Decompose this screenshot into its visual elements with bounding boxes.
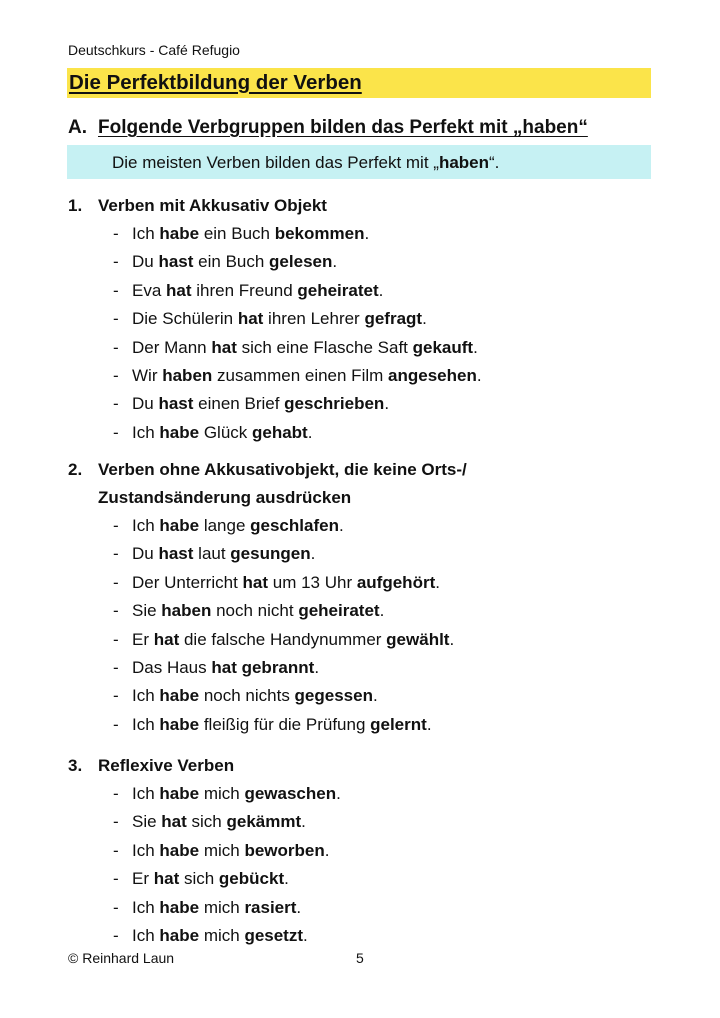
page-number: 5 bbox=[356, 950, 364, 966]
sentence-segment: Ich bbox=[132, 686, 160, 706]
sentence-segment: zusammen einen Film bbox=[212, 365, 389, 385]
verb-form: hast bbox=[158, 394, 194, 414]
sentence-segment: . bbox=[476, 365, 482, 385]
sentence-segment: Ich bbox=[132, 422, 160, 442]
dash-bullet: - bbox=[113, 897, 119, 917]
sentence-segment: . bbox=[296, 897, 302, 917]
sentence-segment: einen Brief bbox=[193, 394, 285, 414]
verb-form: bekommen bbox=[274, 224, 365, 243]
verb-form: gefragt bbox=[364, 309, 423, 329]
sentence-segment: mich bbox=[199, 897, 245, 917]
sentence-segment: . bbox=[378, 280, 384, 300]
verb-form: habe bbox=[159, 516, 200, 535]
sentence-segment: . bbox=[473, 337, 478, 357]
verb-form: haben bbox=[162, 365, 213, 385]
dash-bullet: - bbox=[113, 840, 119, 860]
sentence-segment: Ich bbox=[132, 925, 160, 945]
verb-form: habe bbox=[159, 224, 200, 243]
dash-bullet: - bbox=[113, 394, 119, 414]
sentence-segment: sich bbox=[186, 812, 227, 832]
dash-bullet: - bbox=[113, 280, 119, 300]
verb-form: habe bbox=[159, 897, 200, 917]
sentence-segment: . bbox=[301, 812, 306, 832]
sentence-segment: Du bbox=[132, 394, 159, 414]
section-a-marker: A. bbox=[68, 117, 87, 138]
verb-form: geschrieben bbox=[284, 394, 385, 414]
sentence-segment: Sie bbox=[132, 812, 162, 832]
sentence-segment: ein Buch bbox=[193, 252, 270, 272]
dash-bullet: - bbox=[113, 784, 119, 803]
info-bold-word: haben bbox=[438, 153, 489, 172]
sentence-segment: . bbox=[284, 869, 289, 889]
verb-form: hat bbox=[237, 309, 264, 329]
dash-bullet: - bbox=[113, 224, 119, 243]
group-heading-text: Verben mit Akkusativ Objekt bbox=[98, 196, 327, 215]
dash-bullet: - bbox=[113, 869, 119, 889]
verb-form: gewählt bbox=[386, 629, 450, 649]
sentence-segment: mich bbox=[199, 840, 245, 860]
sentence-segment: Sie bbox=[132, 601, 162, 621]
verb-form: hat bbox=[211, 337, 237, 357]
sentence-segment: . bbox=[449, 629, 455, 649]
dash-bullet: - bbox=[113, 544, 119, 564]
sentence-text bbox=[132, 334, 478, 362]
dash-bullet: - bbox=[113, 422, 119, 442]
sentence-text bbox=[132, 837, 329, 865]
sentence-text bbox=[132, 597, 384, 625]
sentence-segment: fleißig für die Prüfung bbox=[199, 714, 371, 734]
sentence-segment: . bbox=[379, 601, 385, 621]
sentence-text bbox=[132, 922, 308, 950]
info-text-segment: “. bbox=[489, 153, 500, 172]
sentence-segment: sich eine Flasche Saft bbox=[236, 337, 413, 357]
page-title: Die Perfektbildung der Verben bbox=[69, 71, 362, 94]
sentence-text bbox=[132, 808, 306, 836]
verb-form: haben bbox=[161, 601, 212, 621]
footer-copyright: © Reinhard Laun bbox=[68, 950, 175, 966]
verb-form: habe bbox=[159, 422, 200, 442]
verb-form: gesetzt bbox=[244, 925, 304, 945]
verb-form: hat bbox=[153, 629, 180, 649]
sentence-segment: . bbox=[372, 686, 378, 706]
verb-form: beworben bbox=[244, 840, 325, 860]
sentence-segment: Du bbox=[132, 252, 159, 272]
verb-form: gewaschen bbox=[244, 784, 337, 803]
verb-form: hat bbox=[161, 812, 187, 832]
verb-form: habe bbox=[159, 714, 200, 734]
sentence-segment: lange bbox=[199, 516, 251, 535]
sentence-text bbox=[132, 305, 427, 333]
verb-form: gelesen bbox=[269, 252, 333, 272]
sentence-text bbox=[132, 865, 289, 893]
verb-form: gehabt bbox=[252, 422, 308, 442]
verb-form: rasiert bbox=[244, 897, 297, 917]
verb-form: gegessen bbox=[294, 686, 373, 706]
sentence-segment: Der Unterricht bbox=[132, 572, 243, 592]
sentence-text bbox=[132, 277, 383, 305]
sentence-segment: . bbox=[338, 516, 344, 535]
sentence-segment: Ich bbox=[132, 516, 160, 535]
title-highlight bbox=[67, 68, 651, 98]
dash-bullet: - bbox=[113, 516, 119, 535]
verb-form: habe bbox=[159, 840, 200, 860]
verb-form: habe bbox=[159, 686, 200, 706]
group-number: 3. bbox=[68, 756, 83, 775]
verb-form: hat bbox=[153, 869, 180, 889]
sentence-text bbox=[132, 711, 432, 739]
sentence-segment: Glück bbox=[199, 422, 252, 442]
info-highlight bbox=[67, 145, 651, 179]
verb-form: aufgehört bbox=[356, 572, 436, 592]
sentence-segment: . bbox=[307, 422, 313, 442]
group-number: 2. bbox=[68, 460, 83, 479]
dash-bullet: - bbox=[113, 365, 119, 385]
dash-bullet: - bbox=[113, 337, 119, 357]
sentence-segment: Er bbox=[132, 869, 154, 889]
group-heading-text: Verben ohne Akkusativobjekt, die keine Orts-/ bbox=[98, 460, 467, 479]
info-text-segment: Die meisten Verben bilden das Perfekt mit „ bbox=[112, 153, 439, 172]
sentence-text bbox=[132, 780, 341, 808]
group-number: 1. bbox=[68, 196, 83, 215]
sentence-text bbox=[132, 390, 389, 418]
sentence-segment: Ich bbox=[132, 840, 160, 860]
sentence-text bbox=[132, 248, 337, 276]
verb-form: hast bbox=[158, 544, 194, 564]
sentence-segment: . bbox=[336, 784, 341, 803]
verb-form: geschlafen bbox=[250, 516, 339, 535]
dash-bullet: - bbox=[113, 812, 119, 832]
sentence-segment: . bbox=[314, 657, 320, 677]
sentence-segment: mich bbox=[199, 784, 245, 803]
sentence-segment: Er bbox=[132, 629, 154, 649]
dash-bullet: - bbox=[113, 925, 119, 945]
sentence-text bbox=[132, 512, 344, 540]
sentence-segment: . bbox=[422, 309, 427, 329]
dash-bullet: - bbox=[113, 252, 119, 272]
dash-bullet: - bbox=[113, 629, 119, 649]
dash-bullet: - bbox=[113, 309, 119, 329]
sentence-segment: . bbox=[324, 840, 330, 860]
sentence-segment: um 13 Uhr bbox=[268, 572, 357, 592]
sentence-segment: ihren Lehrer bbox=[263, 309, 365, 329]
verb-form: gekauft bbox=[412, 337, 474, 357]
dash-bullet: - bbox=[113, 601, 119, 621]
verb-form: habe bbox=[159, 784, 200, 803]
verb-form: hat bbox=[166, 280, 192, 300]
sentence-segment: . bbox=[364, 224, 370, 243]
sentence-text bbox=[132, 419, 312, 447]
sentence-segment: sich bbox=[179, 869, 219, 889]
sentence-text bbox=[132, 362, 482, 390]
sentence-segment: Das Haus bbox=[132, 657, 212, 677]
sentence-segment: . bbox=[303, 925, 308, 945]
sentence-segment: . bbox=[332, 252, 338, 272]
dash-bullet: - bbox=[113, 714, 119, 734]
sentence-segment: laut bbox=[193, 544, 231, 564]
sentence-segment: . bbox=[435, 572, 440, 592]
sentence-text bbox=[132, 220, 369, 248]
group-heading-text: Reflexive Verben bbox=[98, 756, 235, 775]
verb-form: gekämmt bbox=[226, 812, 302, 832]
section-a-heading bbox=[68, 117, 588, 139]
sentence-text bbox=[132, 569, 440, 597]
sentence-segment: Eva bbox=[132, 280, 167, 300]
sentence-segment: die falsche Handynummer bbox=[179, 629, 387, 649]
sentence-segment: Die Schülerin bbox=[132, 309, 238, 329]
sentence-segment: ein Buch bbox=[199, 224, 275, 243]
dash-bullet: - bbox=[113, 657, 119, 677]
page-header: Deutschkurs - Café Refugio bbox=[68, 42, 240, 58]
verb-form: hat gebrannt bbox=[211, 657, 315, 677]
sentence-text bbox=[132, 626, 454, 654]
sentence-segment: . bbox=[426, 714, 432, 734]
dash-bullet: - bbox=[113, 686, 119, 706]
verb-form: gelernt bbox=[370, 714, 427, 734]
sentence-segment: Ich bbox=[132, 714, 160, 734]
group-heading-text: Zustandsänderung ausdrücken bbox=[98, 488, 352, 507]
sentence-segment: Der Mann bbox=[132, 337, 212, 357]
sentence-segment: mich bbox=[199, 925, 245, 945]
sentence-text bbox=[132, 540, 315, 568]
sentence-text bbox=[132, 682, 378, 710]
sentence-segment: Ich bbox=[132, 897, 160, 917]
verb-form: gebückt bbox=[218, 869, 285, 889]
sentence-text bbox=[132, 894, 301, 922]
sentence-text bbox=[132, 654, 319, 682]
verb-form: gesungen bbox=[230, 544, 311, 564]
dash-bullet: - bbox=[113, 572, 119, 592]
section-a-text: Folgende Verbgruppen bilden das Perfekt mit „haben“ bbox=[98, 117, 588, 138]
sentence-segment: noch nichts bbox=[199, 686, 295, 706]
verb-form: geheiratet bbox=[297, 280, 379, 300]
verb-form: habe bbox=[159, 925, 200, 945]
verb-form: angesehen bbox=[388, 365, 477, 385]
sentence-segment: Wir bbox=[132, 365, 163, 385]
sentence-segment: Ich bbox=[132, 224, 160, 243]
sentence-segment: . bbox=[310, 544, 316, 564]
verb-form: hast bbox=[158, 252, 194, 272]
verb-form: geheiratet bbox=[298, 601, 380, 621]
sentence-segment: Ich bbox=[132, 784, 160, 803]
sentence-segment: ihren Freund bbox=[191, 280, 298, 300]
verb-form: hat bbox=[242, 572, 269, 592]
sentence-segment: Du bbox=[132, 544, 159, 564]
info-text bbox=[112, 153, 499, 173]
sentence-segment: noch nicht bbox=[211, 601, 299, 621]
sentence-segment: . bbox=[384, 394, 390, 414]
